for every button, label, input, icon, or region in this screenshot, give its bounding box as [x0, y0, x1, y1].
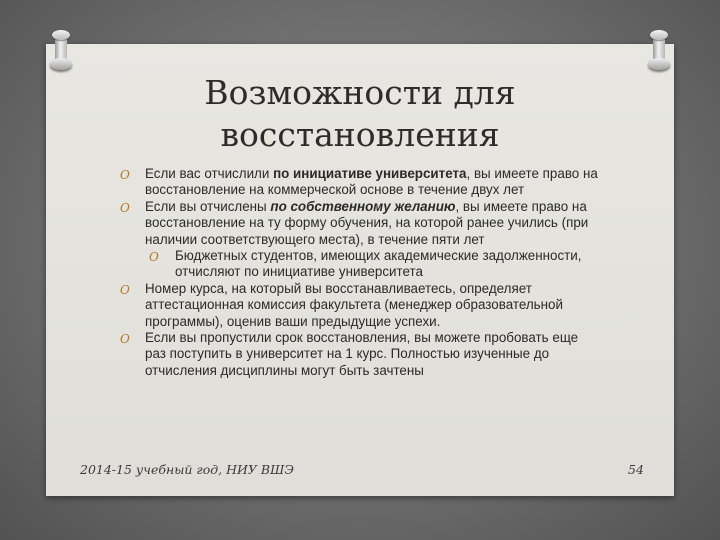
- footer-text: 2014-15 учебный год, НИУ ВШЭ: [80, 462, 294, 477]
- list-item: O Если вы пропустили срок восстановления, вы можете пробовать еще раз поступить в университет на 1 курс. Полностью изученные до отчисления дисциплины могут быть зачтены: [120, 330, 579, 378]
- pushpin-icon: [50, 30, 72, 74]
- list-item: O Если вы отчислены по собственному желанию, вы имеете право на восстановление на ту форму обучения, на которой ранее учились (при наличии соответствующего места), в течение пяти лет: [120, 198, 589, 247]
- list-item: O Номер курса, на который вы восстанавливаетесь, определяет аттестационная комиссия факультета (менеджер образовательной программы), оценив ваши предыдущие успехи.: [120, 280, 563, 329]
- emphasis-text: по собственному желанию: [270, 198, 456, 214]
- slide-body: [118, 166, 598, 379]
- title-line-1: Возможности для: [204, 73, 516, 112]
- emphasis-text: по инициативе университета: [273, 166, 467, 181]
- list-subitem: O Бюджетных студентов, имеющих академические задолженности, отчисляют по инициативе университета: [149, 248, 582, 280]
- bullet-icon: O: [120, 332, 130, 347]
- bullet-icon: O: [149, 250, 159, 265]
- bullet-icon: O: [120, 200, 130, 215]
- pushpin-icon: [648, 30, 670, 74]
- bullet-icon: O: [120, 282, 130, 297]
- page-number: 54: [628, 462, 644, 477]
- list-item: O Если вас отчислили по инициативе университета, вы имеете право на восстановление на коммерческой основе в течение двух лет: [120, 166, 598, 198]
- slide-title: [140, 72, 580, 156]
- title-line-2: восстановления: [220, 115, 500, 154]
- bullet-icon: O: [120, 168, 130, 182]
